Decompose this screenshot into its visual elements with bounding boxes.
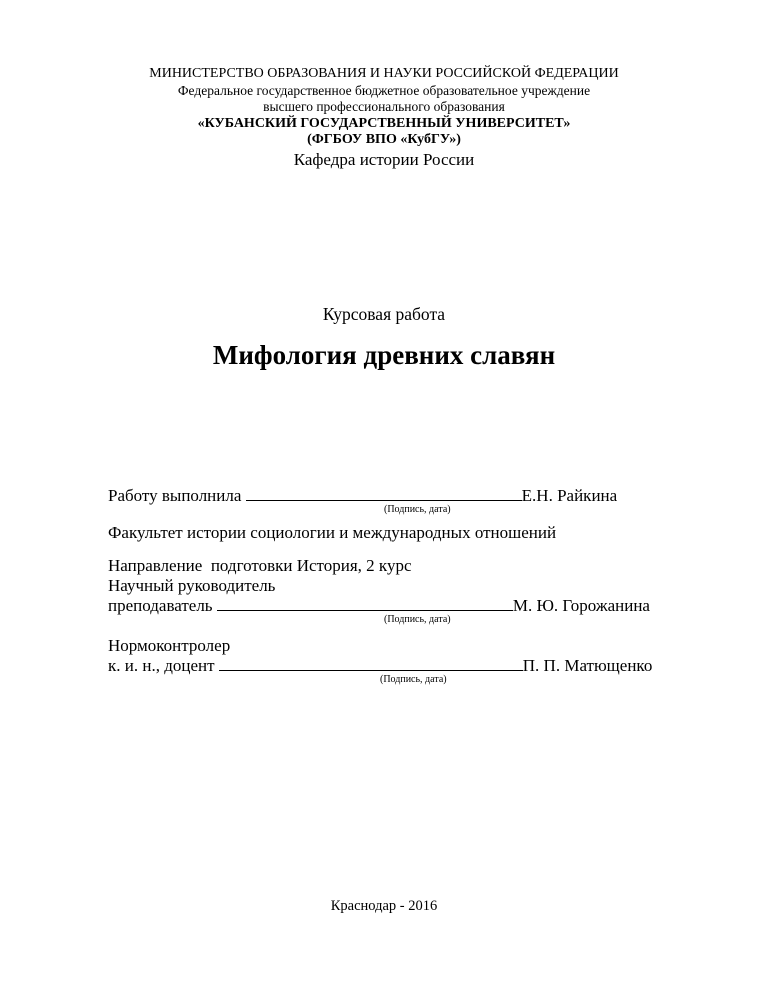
normcontroller-signature-hint: (Подпись, дата) <box>380 674 447 685</box>
direction-line: Направление подготовки История, 2 курс <box>108 556 412 575</box>
work-kind: Курсовая работа <box>322 304 446 324</box>
author-signature-hint: (Подпись, дата) <box>384 504 451 515</box>
city-year: Краснодар - 2016 <box>330 898 438 914</box>
author-label: Работу выполнила <box>108 486 242 505</box>
author-name: Е.Н. Райкина <box>521 486 618 505</box>
university-abbreviation: (ФГБОУ ВПО «КубГУ») <box>307 132 461 147</box>
ministry-line: МИНИСТЕРСТВО ОБРАЗОВАНИЯ И НАУКИ РОССИЙСКОЙ ФЕДЕРАЦИИ <box>149 66 619 81</box>
institution-type-line-2: высшего профессионального образования <box>263 99 505 114</box>
normcontroller-name: П. П. Матющенко <box>522 656 653 675</box>
normcontroller-signature-line <box>219 656 523 671</box>
author-signature-line <box>246 486 522 501</box>
department-name: Кафедра истории России <box>293 150 475 169</box>
supervisor-label: преподаватель <box>108 596 213 615</box>
supervisor-signature-hint: (Подпись, дата) <box>384 614 451 625</box>
institution-type-line-1: Федеральное государственное бюджетное образовательное учреждение <box>177 83 591 98</box>
supervisor-row <box>108 596 650 616</box>
supervisor-title-line: Научный руководитель <box>108 576 276 595</box>
supervisor-signature-line <box>217 596 513 611</box>
author-row <box>108 486 617 506</box>
university-name: «КУБАНСКИЙ ГОСУДАРСТВЕННЫЙ УНИВЕРСИТЕТ» <box>197 116 571 131</box>
normcontroller-label: к. и. н., доцент <box>108 656 215 675</box>
supervisor-name: М. Ю. Горожанина <box>512 596 650 615</box>
faculty-line: Факультет истории социологии и международных отношений <box>108 523 557 542</box>
normcontroller-row <box>108 656 652 676</box>
work-title: Мифология древних славян <box>212 340 556 370</box>
normcontroller-title-line: Нормоконтролер <box>108 636 231 655</box>
